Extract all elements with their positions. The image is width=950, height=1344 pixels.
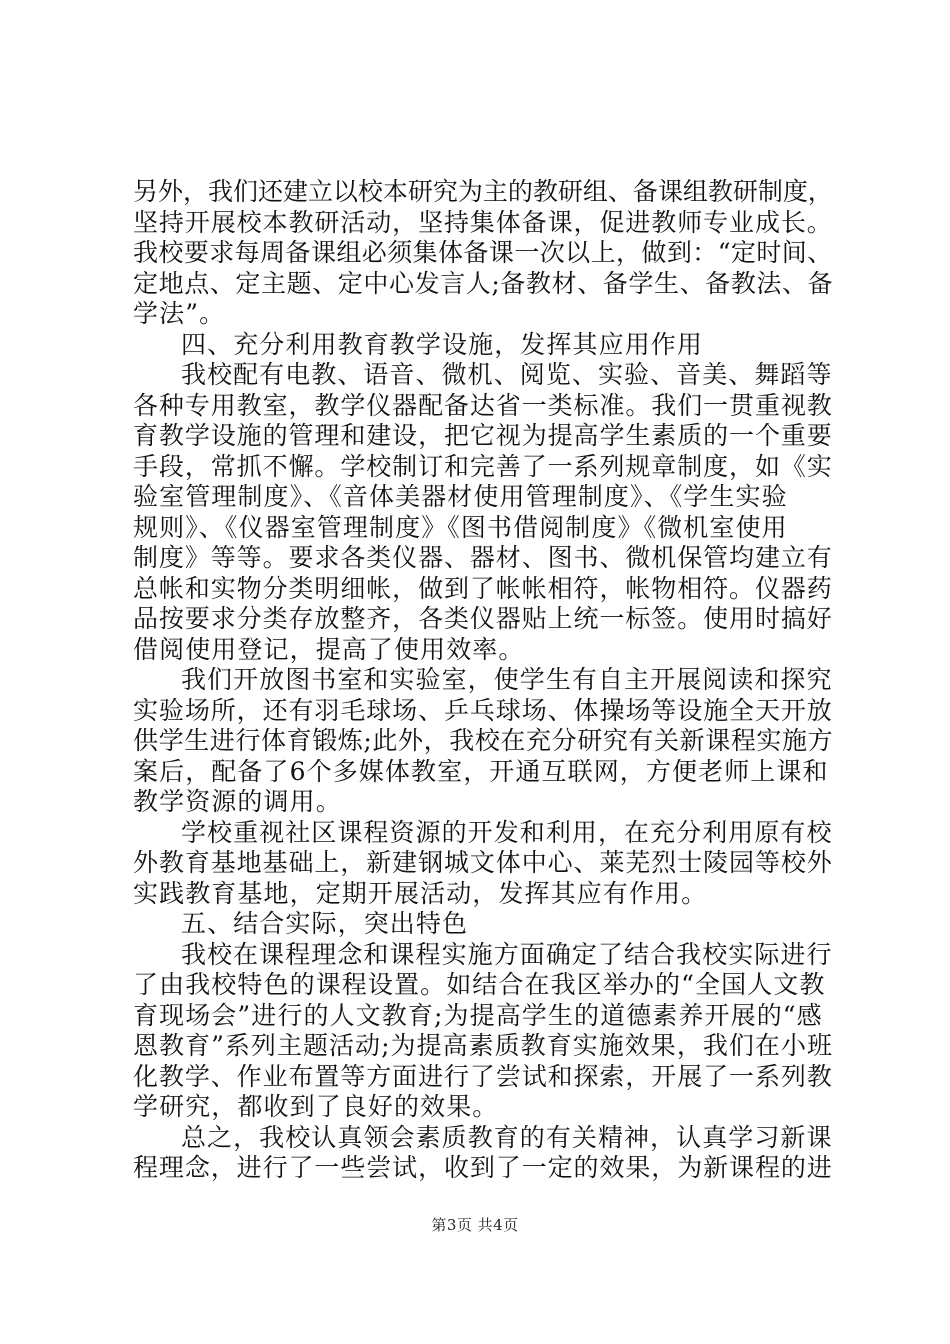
text-line: 教学资源的调用。 — [133, 787, 342, 816]
text-line: 我们开放图书室和实验室，使学生有自主开展阅读和探究 — [181, 665, 833, 694]
text-line: 育教学设施的管理和建设，把它视为提高学生素质的一个重要 — [133, 421, 833, 450]
text-line: 总之，我校认真领会素质教育的有关精神，认真学习新课 — [181, 1122, 833, 1152]
text-line: 供学生进行体育锻炼;此外，我校在充分研究有关新课程实施方 — [133, 726, 834, 755]
text-line: 学法”。 — [133, 299, 226, 328]
text-line: 品按要求分类存放整齐，各类仪器贴上统一标签。使用时搞好 — [133, 604, 833, 633]
text-line: 了由我校特色的课程设置。如结合在我区举办的“全国人文教 — [133, 970, 826, 999]
text-line: 规则》、《仪器室管理制度》《图书借阅制度》《微机室使用 — [133, 512, 788, 542]
text-line: 恩教育”系列主题活动;为提高素质教育实施效果，我们在小班 — [133, 1031, 834, 1060]
text-line: 学校重视社区课程资源的开发和利用，在充分利用原有校 — [181, 817, 833, 847]
text-line: 借阅使用登记，提高了使用效率。 — [133, 634, 525, 664]
text-line: 总帐和实物分类明细帐，做到了帐帐相符，帐物相符。仪器药 — [133, 573, 833, 603]
text-line: 定地点、定主题、定中心发言人;备教材、备学生、备教法、备 — [133, 268, 834, 298]
page-footer: 第3页 共4页 — [431, 1216, 519, 1234]
text-line: 验室管理制度》、《音体美器材使用管理制度》、《学生实验 — [133, 482, 788, 511]
text-line: 制度》等等。要求各类仪器、器材、图书、微机保管均建立有 — [133, 543, 833, 572]
text-line: 化教学、作业布置等方面进行了尝试和探索，开展了一系列教 — [133, 1061, 833, 1091]
text-line: 五、结合实际，突出特色 — [181, 909, 469, 938]
text-line: 另外，我们还建立以校本研究为主的教研组、备课组教研制度， — [133, 177, 833, 206]
text-line: 实践教育基地，定期开展活动，发挥其应有作用。 — [133, 878, 708, 908]
text-line: 我校要求每周备课组必须集体备课一次以上，做到：“定时间、 — [133, 238, 833, 267]
text-line: 四、充分利用教育教学设施，发挥其应用作用 — [181, 329, 704, 359]
text-line: 坚持开展校本教研活动，坚持集体备课，促进教师专业成长。 — [133, 207, 833, 237]
text-line: 学研究，都收到了良好的效果。 — [133, 1092, 499, 1121]
text-line: 外教育基地基础上，新建钢城文体中心、莱芜烈士陵园等校外 — [133, 848, 833, 877]
text-line: 我校在课程理念和课程实施方面确定了结合我校实际进行 — [181, 939, 833, 969]
text-line: 我校配有电教、语音、微机、阅览、实验、音美、舞蹈等 — [181, 360, 833, 389]
text-line: 育现场会”进行的人文教育;为提高学生的道德素养开展的“感 — [133, 1000, 823, 1030]
text-line: 案后，配备了6个多媒体教室，开通互联网，方便老师上课和 — [133, 756, 829, 786]
text-line: 程理念，进行了一些尝试，收到了一定的效果，为新课程的进 — [133, 1153, 833, 1182]
text-line: 手段，常抓不懈。学校制订和完善了一系列规章制度，如《实 — [133, 451, 833, 481]
text-line: 实验场所，还有羽毛球场、乒乓球场、体操场等设施全天开放 — [133, 695, 833, 725]
text-line: 各种专用教室，教学仪器配备达省一类标准。我们一贯重视教 — [133, 390, 833, 420]
document-body — [133, 177, 833, 1184]
